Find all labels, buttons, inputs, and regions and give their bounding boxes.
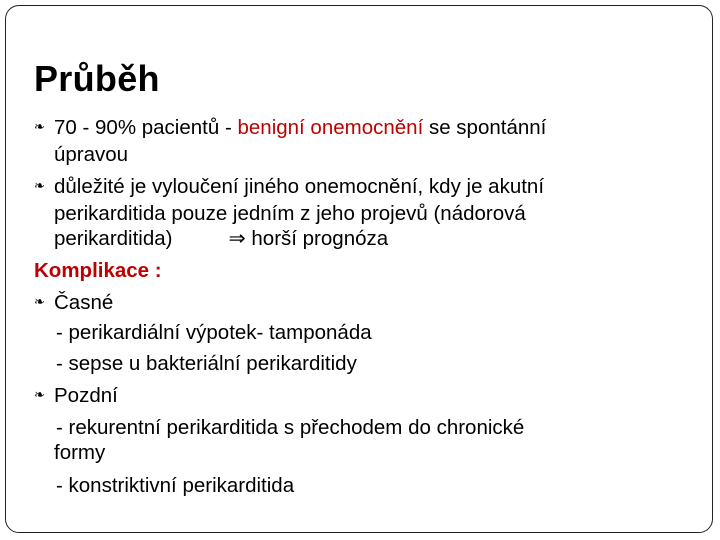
slide-title: Průběh	[34, 58, 160, 99]
bullet-icon: ❧	[34, 119, 45, 134]
sub-item: - perikardiální výpotek- tamponáda	[56, 321, 372, 344]
section-heading: Komplikace :	[34, 259, 162, 282]
list-item	[34, 173, 544, 200]
list-item-continuation	[54, 226, 388, 252]
item-text: Časné	[54, 291, 114, 314]
item-text: 70 - 90% pacientů -	[54, 116, 238, 139]
item-text: Pozdní	[54, 384, 118, 407]
sub-item-continuation: formy	[54, 441, 106, 464]
bullet-icon: ❧	[34, 387, 45, 402]
list-item	[34, 289, 113, 316]
list-item	[34, 114, 546, 141]
sub-item: - konstriktivní perikarditida	[56, 474, 295, 497]
list-item-continuation: perikarditida pouze jedním z jeho projevů (nádorová	[54, 202, 526, 225]
item-text: se spontánní	[423, 116, 547, 139]
item-text: perikarditida)	[54, 227, 173, 250]
arrow-icon: ⇒	[228, 227, 246, 250]
bullet-icon: ❧	[34, 178, 45, 193]
item-text: důležité je vyloučení jiného onemocnění, kdy je akutní	[54, 175, 545, 198]
item-text: horší prognóza	[251, 227, 389, 250]
sub-item: - rekurentní perikarditida s přechodem do chronické	[56, 416, 525, 439]
list-item	[34, 382, 118, 409]
list-item-continuation: úpravou	[54, 143, 129, 166]
sub-item: - sepse u bakteriální perikarditidy	[56, 352, 357, 375]
bullet-icon: ❧	[34, 294, 45, 309]
highlight-text: benigní onemocnění	[237, 116, 424, 139]
